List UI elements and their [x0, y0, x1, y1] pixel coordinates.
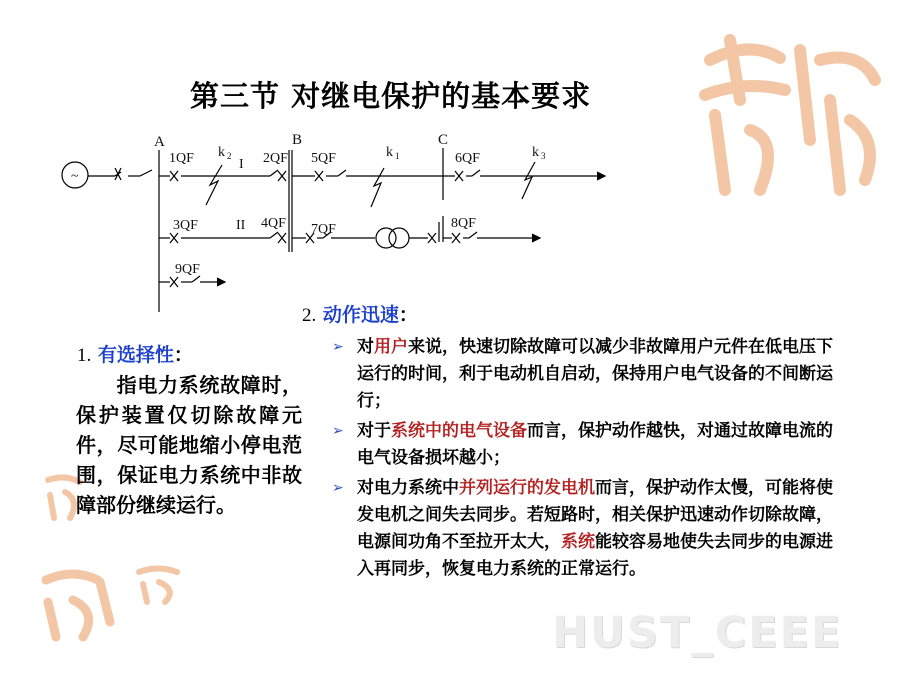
transformer-icon — [376, 228, 396, 248]
label-3qf: 3QF — [173, 218, 198, 233]
fault-k2-letter: k — [218, 145, 225, 160]
bus-label-b: B — [292, 132, 303, 148]
left-heading-colon: ： — [173, 344, 193, 366]
line-label-ii: II — [236, 218, 246, 233]
watermark-text: HUST_CEEE — [552, 608, 843, 658]
bullet-highlight: 并列运行的发电机 — [459, 478, 595, 498]
right-heading-colon: ： — [398, 304, 418, 326]
label-5qf: 5QF — [311, 151, 336, 166]
label-7qf: 7QF — [311, 222, 336, 237]
breaker-2qf-icon — [278, 171, 286, 181]
fault-k1-letter: k — [386, 145, 393, 160]
breaker-6qf-icon — [455, 171, 463, 181]
fault-k3-icon — [522, 162, 535, 199]
bullet-text: 对 — [357, 337, 374, 357]
bullet-highlight: 系统 — [561, 532, 595, 552]
bullet-item-generators — [332, 475, 844, 583]
fault-k2-sub: 2 — [227, 151, 232, 161]
bullet-arrow-icon: ➢ — [332, 423, 344, 439]
bullet-arrow-icon: ➢ — [332, 339, 344, 355]
label-2qf: 2QF — [263, 151, 288, 166]
load-arrow-icon — [597, 172, 605, 180]
fault-k1-icon — [371, 168, 384, 207]
bullet-text: 对电力系统中 — [357, 478, 459, 498]
bullet-item-equipment — [332, 418, 844, 472]
left-number: 1. — [77, 345, 92, 366]
breaker-3qf-icon — [170, 233, 178, 243]
page-title: 第三节 对继电保护的基本要求 — [190, 79, 592, 113]
breaker-cross-icon — [115, 168, 121, 180]
fault-k2-icon — [206, 165, 222, 205]
left-heading — [77, 340, 193, 367]
fault-k1-sub: 1 — [395, 151, 400, 161]
bullet-highlight: 用户 — [374, 337, 408, 357]
right-number: 2. — [302, 305, 317, 326]
right-heading-text: 动作迅速 — [322, 304, 399, 326]
bullet-text: 能较容易地使失去同步的电源进入再同步，恢复电力系统的正常运行。 — [357, 532, 833, 579]
bullet-text: 来说，快速切除故障可以减少非故障用户元件在低电压下运行的时间，利于电动机自启动，保持用户电气设备的不间断运行； — [357, 337, 833, 411]
left-paragraph: 指电力系统故障时，保护装置仅切除故障元件，尽可能地缩小停电范围，保证电力系统中非故障部份继续运行。 — [76, 373, 302, 517]
line-label-i: I — [239, 157, 244, 172]
left-heading-text: 有选择性 — [97, 344, 174, 366]
bullet-list — [332, 334, 844, 586]
label-6qf: 6QF — [455, 151, 480, 166]
fault-k3-letter: k — [532, 145, 539, 160]
breaker-8qf-icon — [452, 233, 460, 243]
label-1qf: 1QF — [169, 151, 194, 166]
bullet-text: 而言，保护动作越快，对通过故障电流的电气设备损坏越小； — [357, 421, 833, 468]
label-8qf: 8QF — [451, 216, 476, 231]
breaker-9qf-icon — [170, 277, 178, 287]
bullet-highlight: 系统中的电气设备 — [391, 421, 527, 441]
bullet-text: 对于 — [357, 421, 391, 441]
label-9qf: 9QF — [175, 262, 200, 277]
bullet-item-users — [332, 334, 844, 415]
fault-k3-sub: 3 — [541, 151, 546, 161]
label-4qf: 4QF — [261, 216, 286, 231]
bus-label-c: C — [438, 132, 449, 148]
source-symbol: ~ — [71, 169, 79, 184]
breaker-1qf-icon — [170, 171, 178, 181]
breaker-4qf-icon — [278, 233, 286, 243]
right-heading — [302, 300, 418, 327]
bullet-arrow-icon: ➢ — [332, 480, 344, 496]
bus-label-a: A — [154, 134, 165, 150]
bullet-text: 而言，保护动作太慢，可能将使发电机之间失去同步。若短路时，相关保护迅速动作切除故障，电源间功角不至拉开太大， — [357, 478, 833, 552]
left-body-text — [76, 370, 302, 520]
breaker-5qf-icon — [315, 171, 323, 181]
